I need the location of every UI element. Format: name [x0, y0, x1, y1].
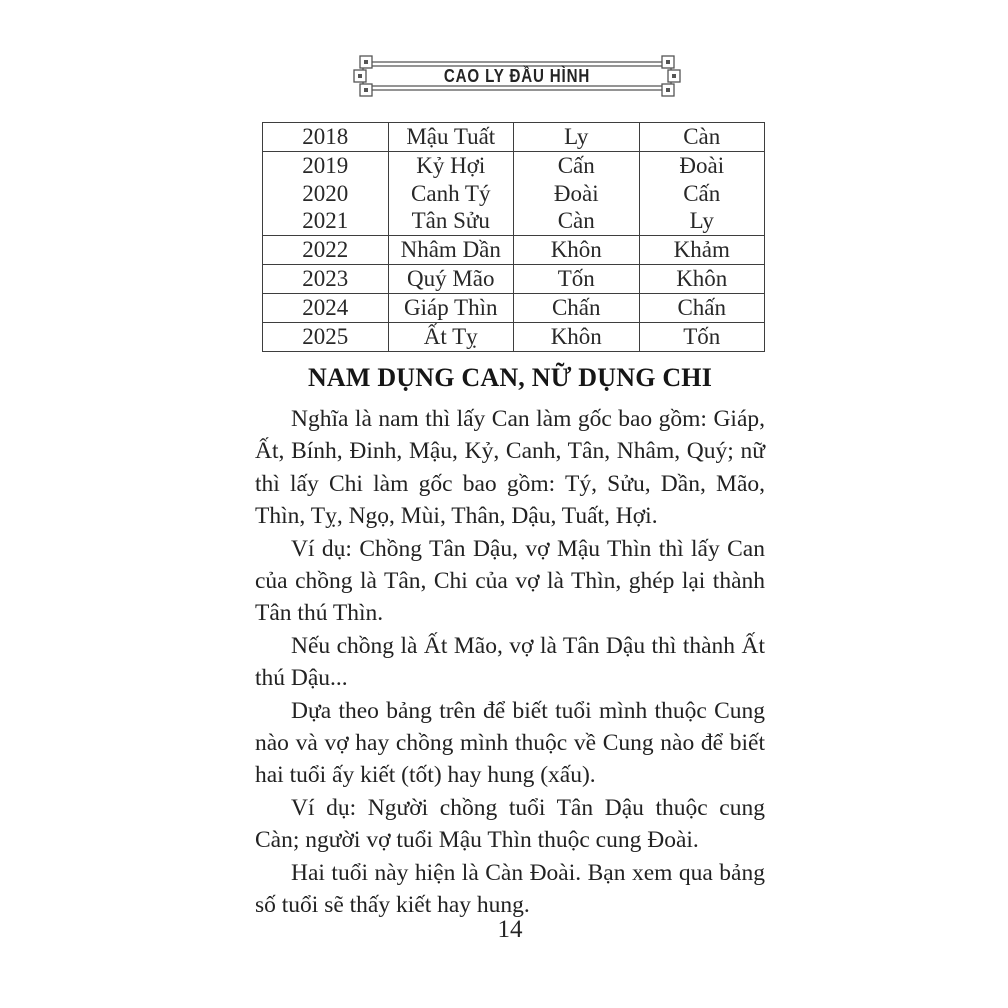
canchi-cell: Canh Tý	[388, 180, 514, 208]
cung-nu-cell: Càn	[639, 123, 765, 152]
cung-nam-cell: Cấn	[514, 151, 640, 179]
table-row	[263, 180, 765, 208]
paragraph: Ví dụ: Chồng Tân Dậu, vợ Mậu Thìn thì lấy Can của chồng là Tân, Chi của vợ là Thìn, ghép lại thành Tân thú Thìn.	[255, 535, 765, 627]
canchi-cell: Mậu Tuất	[388, 123, 514, 152]
cung-nu-cell: Cấn	[639, 180, 765, 208]
cung-nu-cell: Khảm	[639, 236, 765, 265]
canchi-cell: Giáp Thìn	[388, 294, 514, 323]
year-cell: 2021	[302, 208, 349, 234]
section-body	[255, 363, 765, 922]
table-row	[263, 208, 765, 236]
table-row	[263, 265, 765, 294]
canchi-cell: Quý Mão	[388, 265, 514, 294]
page-number: 14	[497, 916, 523, 943]
chapter-header-banner	[352, 54, 682, 98]
cung-nam-cell: Tốn	[514, 265, 640, 294]
year-cell: 2024	[302, 295, 349, 321]
canchi-cell: Kỷ Hợi	[388, 151, 514, 179]
paragraph: Hai tuổi này hiện là Càn Đoài. Bạn xem qua bảng số tuổi sẽ thấy kiết hay hung.	[255, 859, 765, 919]
cung-nu-cell: Ly	[639, 208, 765, 236]
year-cell: 2019	[302, 152, 349, 178]
section-heading: NAM DỤNG CAN, NỮ DỤNG CHI	[307, 363, 713, 392]
cung-nam-cell: Đoài	[514, 180, 640, 208]
table-row	[263, 236, 765, 265]
table-row	[263, 294, 765, 323]
table-row	[263, 323, 765, 352]
canchi-cell: Nhâm Dần	[388, 236, 514, 265]
banner-ornament-right-icon	[662, 56, 680, 96]
canchi-cell: Ất Tỵ	[388, 323, 514, 352]
cung-nam-cell: Càn	[514, 208, 640, 236]
year-cell: 2022	[302, 237, 349, 263]
cung-nam-cell: Chấn	[514, 294, 640, 323]
chapter-title: CAO LY ĐẦU HÌNH	[443, 65, 591, 86]
table-row	[263, 123, 765, 152]
year-cell: 2025	[302, 324, 349, 350]
cung-nu-cell: Tốn	[639, 323, 765, 352]
cung-nam-cell: Khôn	[514, 323, 640, 352]
year-cung-table	[262, 122, 765, 352]
paragraph: Dựa theo bảng trên để biết tuổi mình thuộc Cung nào và vợ hay chồng mình thuộc về Cung nào để biết hai tuổi ấy kiết (tốt) hay hung (xấu).	[255, 697, 765, 789]
table-row	[263, 151, 765, 179]
year-cell: 2023	[302, 266, 349, 292]
paragraph: Ví dụ: Người chồng tuổi Tân Dậu thuộc cung Càn; người vợ tuổi Mậu Thìn thuộc cung Đoài.	[255, 794, 765, 854]
cung-nu-cell: Đoài	[639, 151, 765, 179]
paragraph: Nghĩa là nam thì lấy Can làm gốc bao gồm: Giáp, Ất, Bính, Đinh, Mậu, Kỷ, Canh, Tân, Nhâm, Quý; nữ thì lấy Chi làm gốc bao gồm: Tý, Sửu, Dần, Mão, Thìn, Tỵ, Ngọ, Mùi, Thân, Dậu, Tuất, Hợi.	[255, 406, 765, 530]
cung-nu-cell: Chấn	[639, 294, 765, 323]
canchi-cell: Tân Sửu	[388, 208, 514, 236]
year-cell: 2018	[302, 123, 349, 149]
cung-nam-cell: Ly	[514, 123, 640, 152]
paragraph: Nếu chồng là Ất Mão, vợ là Tân Dậu thì thành Ất thú Dậu...	[255, 632, 765, 692]
banner-ornament-left-icon	[354, 56, 372, 96]
year-cell: 2020	[302, 180, 349, 206]
cung-nu-cell: Khôn	[639, 265, 765, 294]
cung-nam-cell: Khôn	[514, 236, 640, 265]
